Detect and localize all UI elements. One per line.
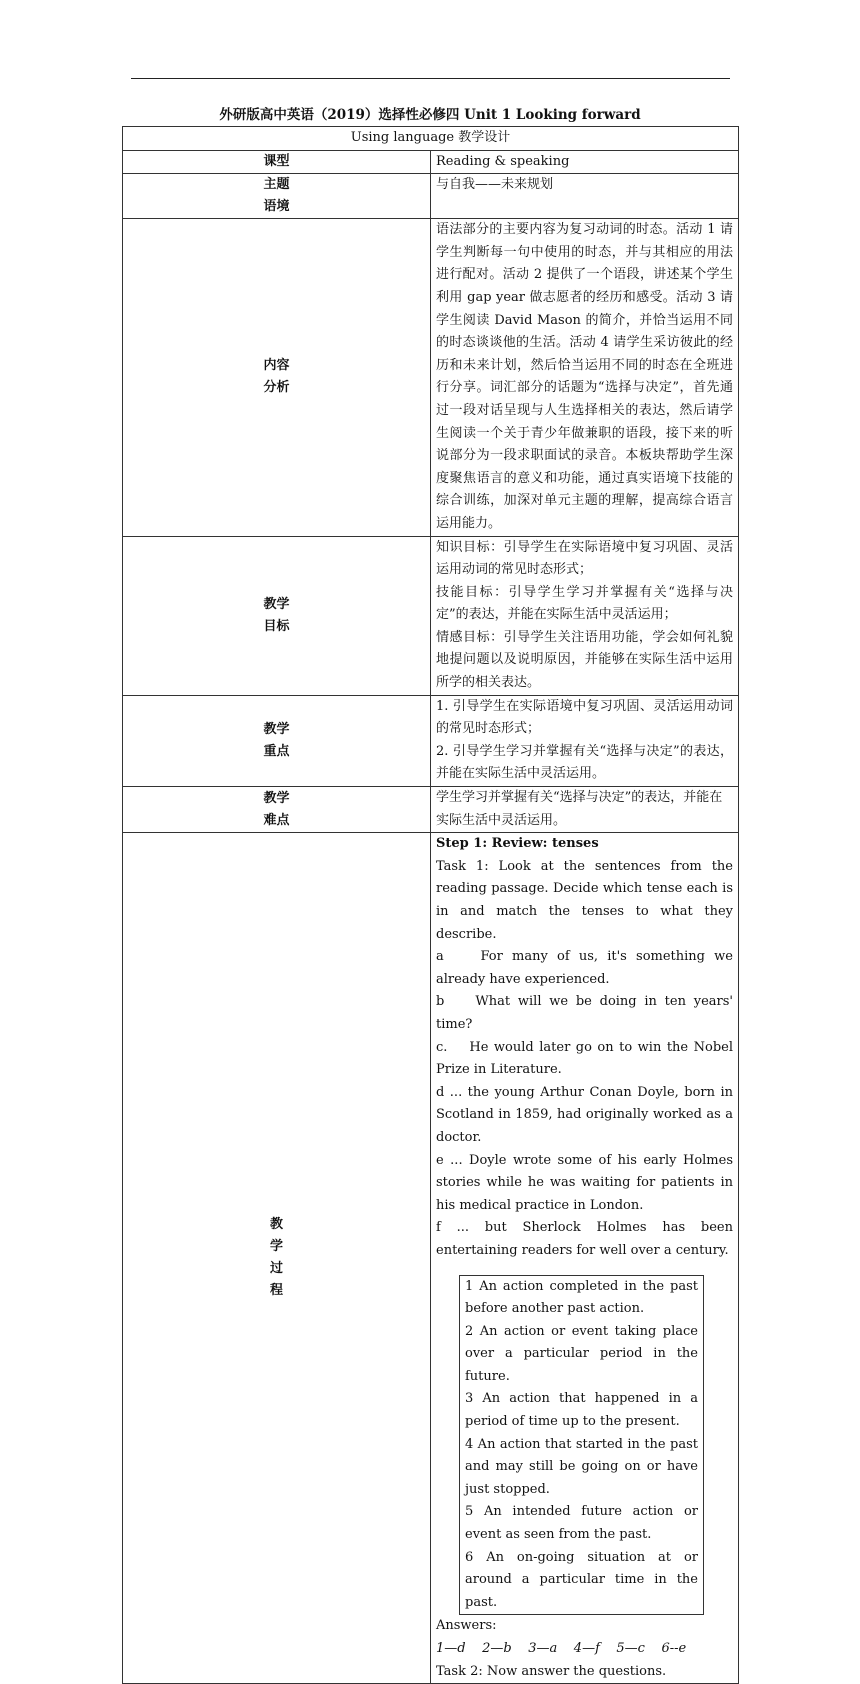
process-row [123, 833, 739, 1684]
key-point-item: 1. 引导学生在实际语境中复习巩固、灵活运用动词的常见时态形式； [436, 698, 733, 737]
process-label-char: 学 [269, 1239, 283, 1255]
course-type-row [123, 150, 739, 174]
process-label-char: 教 [269, 1217, 283, 1233]
task-2-instruction: Task 2: Now answer the questions. [436, 1663, 667, 1679]
banner-cell: Using language 教学设计 [123, 127, 739, 151]
example-sentence: b What will we be doing in ten years' time? [436, 994, 738, 1032]
difficulties-row [123, 787, 739, 833]
difficulties-label [123, 787, 431, 833]
difficulties-label-line: 教学 [263, 790, 290, 806]
theme-value: 与自我——未来规划 [431, 174, 739, 219]
content-analysis-text: 语法部分的主要内容为复习动词的时态。活动 1 请学生判断每一句中使用的时态，并与其相应的用法进行配对。活动 2 提供了一个语段，讲述某个学生利用 gap year 做志愿者的经历和感受。活动 3 请学生阅读 David Mason 的简介，并恰当运用不同的时态谈谈他的生活。活动 4 请学生采访彼此的经历和未来计划，然后恰当运用不同的时态在全班进行分享。词汇部分的话题为“选择与决定”，首先通过一段对话呈现与人生选择相关的表达，然后请学生阅读一个关于青少年做兼职的语段，接下来的听说部分为一段求职面试的录音。本板块帮助学生深度聚焦语言的意义和功能，通过真实语境下技能的综合训练，加深对单元主题的理解，提高综合语言运用能力。 [436, 222, 733, 531]
tense-description: 1 An action completed in the past before another past action. [465, 1278, 698, 1317]
key-points-label-line: 教学 [263, 721, 290, 737]
example-sentence: a For many of us, it's something we already have experienced. [436, 949, 738, 987]
tense-descriptions-box [459, 1275, 704, 1616]
theme-label [123, 174, 431, 219]
process-label [123, 833, 431, 1684]
key-points-row [123, 695, 739, 786]
process-label-char: 程 [269, 1283, 283, 1299]
objectives-cell [431, 536, 739, 695]
banner-row [123, 127, 739, 151]
theme-row [123, 174, 739, 219]
theme-label-line: 主题 [263, 177, 290, 193]
lesson-plan-table [122, 126, 739, 1684]
example-sentence: f ... but Sherlock Holmes has been entertaining readers for well over a century. [436, 1220, 733, 1258]
difficulties-label-line: 难点 [263, 812, 290, 828]
header-rule [131, 78, 730, 79]
course-type-value: Reading & speaking [431, 150, 739, 174]
difficulties-value: 学生学习并掌握有关“选择与决定”的表达，并能在实际生活中灵活运用。 [431, 787, 739, 833]
objectives-label-line: 目标 [263, 618, 290, 634]
example-sentence: e ... Doyle wrote some of his early Holmes stories while he was waiting for patients in his medical practice in London. [436, 1152, 733, 1213]
objectives-row [123, 536, 739, 695]
content-analysis-row [123, 219, 739, 536]
tense-description: 4 An action that started in the past and may still be going on or have just stopped. [465, 1436, 698, 1497]
theme-label-line: 语境 [263, 199, 290, 215]
tense-description: 6 An on-going situation at or around a particular time in the past. [465, 1549, 698, 1610]
task-instruction: Task 1: Look at the sentences from the reading passage. Decide which tense each is in and match the tenses to what they describe. [436, 858, 733, 942]
objective-item: 情感目标：引导学生关注语用功能，学会如何礼貌地提问题以及说明原因，并能够在实际生活中运用所学的相关表达。 [436, 629, 733, 691]
answers-line [436, 1615, 733, 1660]
example-sentence: d ... the young Arthur Conan Doyle, born in Scotland in 1859, had originally worked as a doctor. [436, 1084, 733, 1145]
answers-label: Answers: [436, 1618, 497, 1634]
content-analysis-cell [431, 219, 739, 536]
step-title: Step 1: Review: tenses [436, 836, 599, 852]
tense-description: 5 An intended future action or event as seen from the past. [465, 1504, 698, 1543]
course-type-label: 课型 [123, 150, 431, 174]
content-analysis-label [123, 219, 431, 536]
answers-value: 1—d 2—b 3—a 4—f 5—c 6--e [436, 1641, 687, 1656]
content-label-line: 分析 [263, 380, 290, 396]
key-points-label [123, 695, 431, 786]
objective-item: 知识目标：引导学生在实际语境中复习巩固、灵活运用动词的常见时态形式； [436, 539, 733, 578]
content-label-line: 内容 [263, 358, 290, 374]
document-title: 外研版高中英语（2019）选择性必修四 Unit 1 Looking forward [219, 107, 641, 123]
key-points-label-line: 重点 [263, 743, 290, 759]
objectives-label [123, 536, 431, 695]
example-sentence: c. He would later go on to win the Nobel Prize in Literature. [436, 1039, 738, 1078]
process-label-char: 过 [269, 1261, 283, 1277]
key-points-cell [431, 695, 739, 786]
process-cell [431, 833, 739, 1684]
objective-item: 技能目标：引导学生学习并掌握有关“选择与决定”的表达，并能在实际生活中灵活运用； [436, 584, 733, 623]
objectives-label-line: 教学 [263, 596, 290, 612]
tense-description: 2 An action or event taking place over a particular period in the future. [465, 1323, 698, 1384]
key-point-item: 2. 引导学生学习并掌握有关“选择与决定”的表达，并能在实际生活中灵活运用。 [436, 743, 733, 782]
tense-description: 3 An action that happened in a period of time up to the present. [465, 1391, 698, 1430]
